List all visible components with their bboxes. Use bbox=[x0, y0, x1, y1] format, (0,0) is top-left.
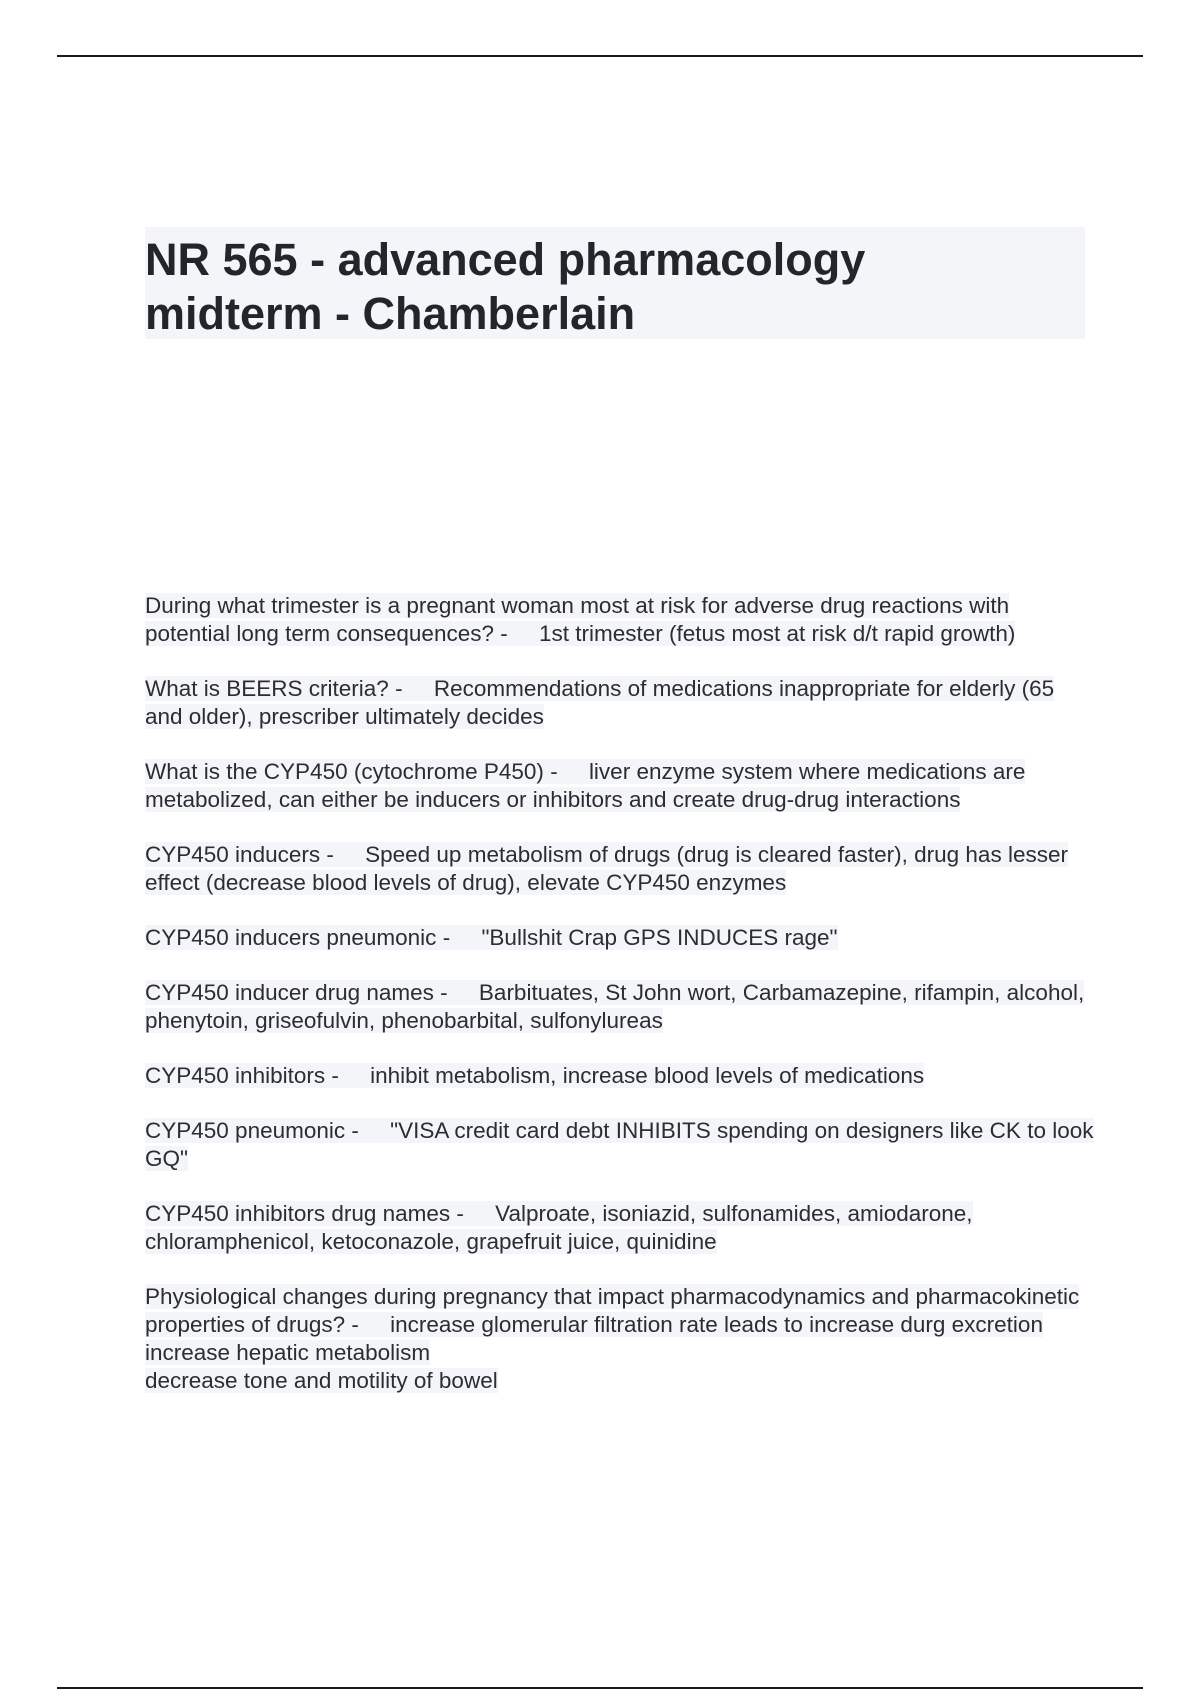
answer-text: liver enzyme system where medications are metabolized, can either be inducers or inhibitors and create drug-drug interactions bbox=[145, 759, 1026, 812]
answer-line: increase hepatic metabolism bbox=[145, 1340, 431, 1365]
answer-text: Recommendations of medications inappropriate for elderly (65 and older), prescriber ultimately decides bbox=[145, 676, 1055, 729]
separator: - bbox=[320, 842, 366, 867]
top-rule bbox=[57, 55, 1143, 57]
answer-text: inhibit metabolism, increase blood levels of medications bbox=[370, 1063, 925, 1088]
answer-text: Barbituates, St John wort, Carbamazepine, rifampin, alcohol, phenytoin, griseofulvin, phenobarbital, sulfonylureas bbox=[145, 980, 1085, 1033]
separator: - bbox=[433, 980, 479, 1005]
question-text: Physiological changes during pregnancy that impact pharmacodynamics and pharmacokinetic properties of drugs? bbox=[145, 1284, 1080, 1337]
flashcard-8 bbox=[145, 1117, 1095, 1173]
question-text: CYP450 inducers bbox=[145, 842, 321, 867]
question-text: During what trimester is a pregnant woman most at risk for adverse drug reactions with potential long term consequences? bbox=[145, 593, 1010, 646]
separator: - bbox=[436, 925, 482, 950]
separator: - bbox=[345, 1118, 391, 1143]
flashcard-list bbox=[145, 592, 1095, 1422]
flashcard-6 bbox=[145, 979, 1095, 1035]
flashcard-10 bbox=[145, 1283, 1095, 1395]
question-text: CYP450 inducer drug names bbox=[145, 980, 434, 1005]
question-text: CYP450 inducers pneumonic bbox=[145, 925, 437, 950]
flashcard-2 bbox=[145, 675, 1095, 731]
answer-text: "VISA credit card debt INHIBITS spending on designers like CK to look GQ" bbox=[145, 1118, 1094, 1171]
flashcard-9 bbox=[145, 1200, 1095, 1256]
question-text: CYP450 inhibitors drug names bbox=[145, 1201, 451, 1226]
page-title-line-1: NR 565 - advanced pharmacology bbox=[145, 234, 866, 285]
bottom-rule bbox=[57, 1687, 1143, 1689]
answer-text: Speed up metabolism of drugs (drug is cleared faster), drug has lesser effect (decrease blood levels of drug), elevate CYP450 enzymes bbox=[145, 842, 1068, 895]
question-text: CYP450 inhibitors bbox=[145, 1063, 326, 1088]
question-text: What is BEERS criteria? bbox=[145, 676, 389, 701]
question-text: CYP450 pneumonic bbox=[145, 1118, 346, 1143]
answer-text: "Bullshit Crap GPS INDUCES rage" bbox=[481, 925, 838, 950]
separator: - bbox=[325, 1063, 371, 1088]
separator: - bbox=[345, 1312, 391, 1337]
flashcard-7 bbox=[145, 1062, 1095, 1090]
question-text: What is the CYP450 (cytochrome P450) bbox=[145, 759, 544, 784]
separator: - bbox=[388, 676, 434, 701]
flashcard-3 bbox=[145, 758, 1095, 814]
title-block bbox=[145, 227, 1085, 339]
answer-text: increase glomerular filtration rate leads to increase durg excretion bbox=[390, 1312, 1043, 1337]
flashcard-4 bbox=[145, 841, 1095, 897]
answer-line: decrease tone and motility of bowel bbox=[145, 1368, 498, 1393]
page-title-line-2: midterm - Chamberlain bbox=[145, 288, 636, 339]
page-title bbox=[145, 233, 1085, 341]
answer-text: Valproate, isoniazid, sulfonamides, amiodarone, chloramphenicol, ketoconazole, grapefruit juice, quinidine bbox=[145, 1201, 973, 1254]
separator: - bbox=[543, 759, 589, 784]
answer-text: 1st trimester (fetus most at risk d/t rapid growth) bbox=[538, 621, 1016, 646]
flashcard-5 bbox=[145, 924, 1095, 952]
separator: - bbox=[450, 1201, 496, 1226]
separator: - bbox=[493, 621, 539, 646]
flashcard-1 bbox=[145, 592, 1095, 648]
